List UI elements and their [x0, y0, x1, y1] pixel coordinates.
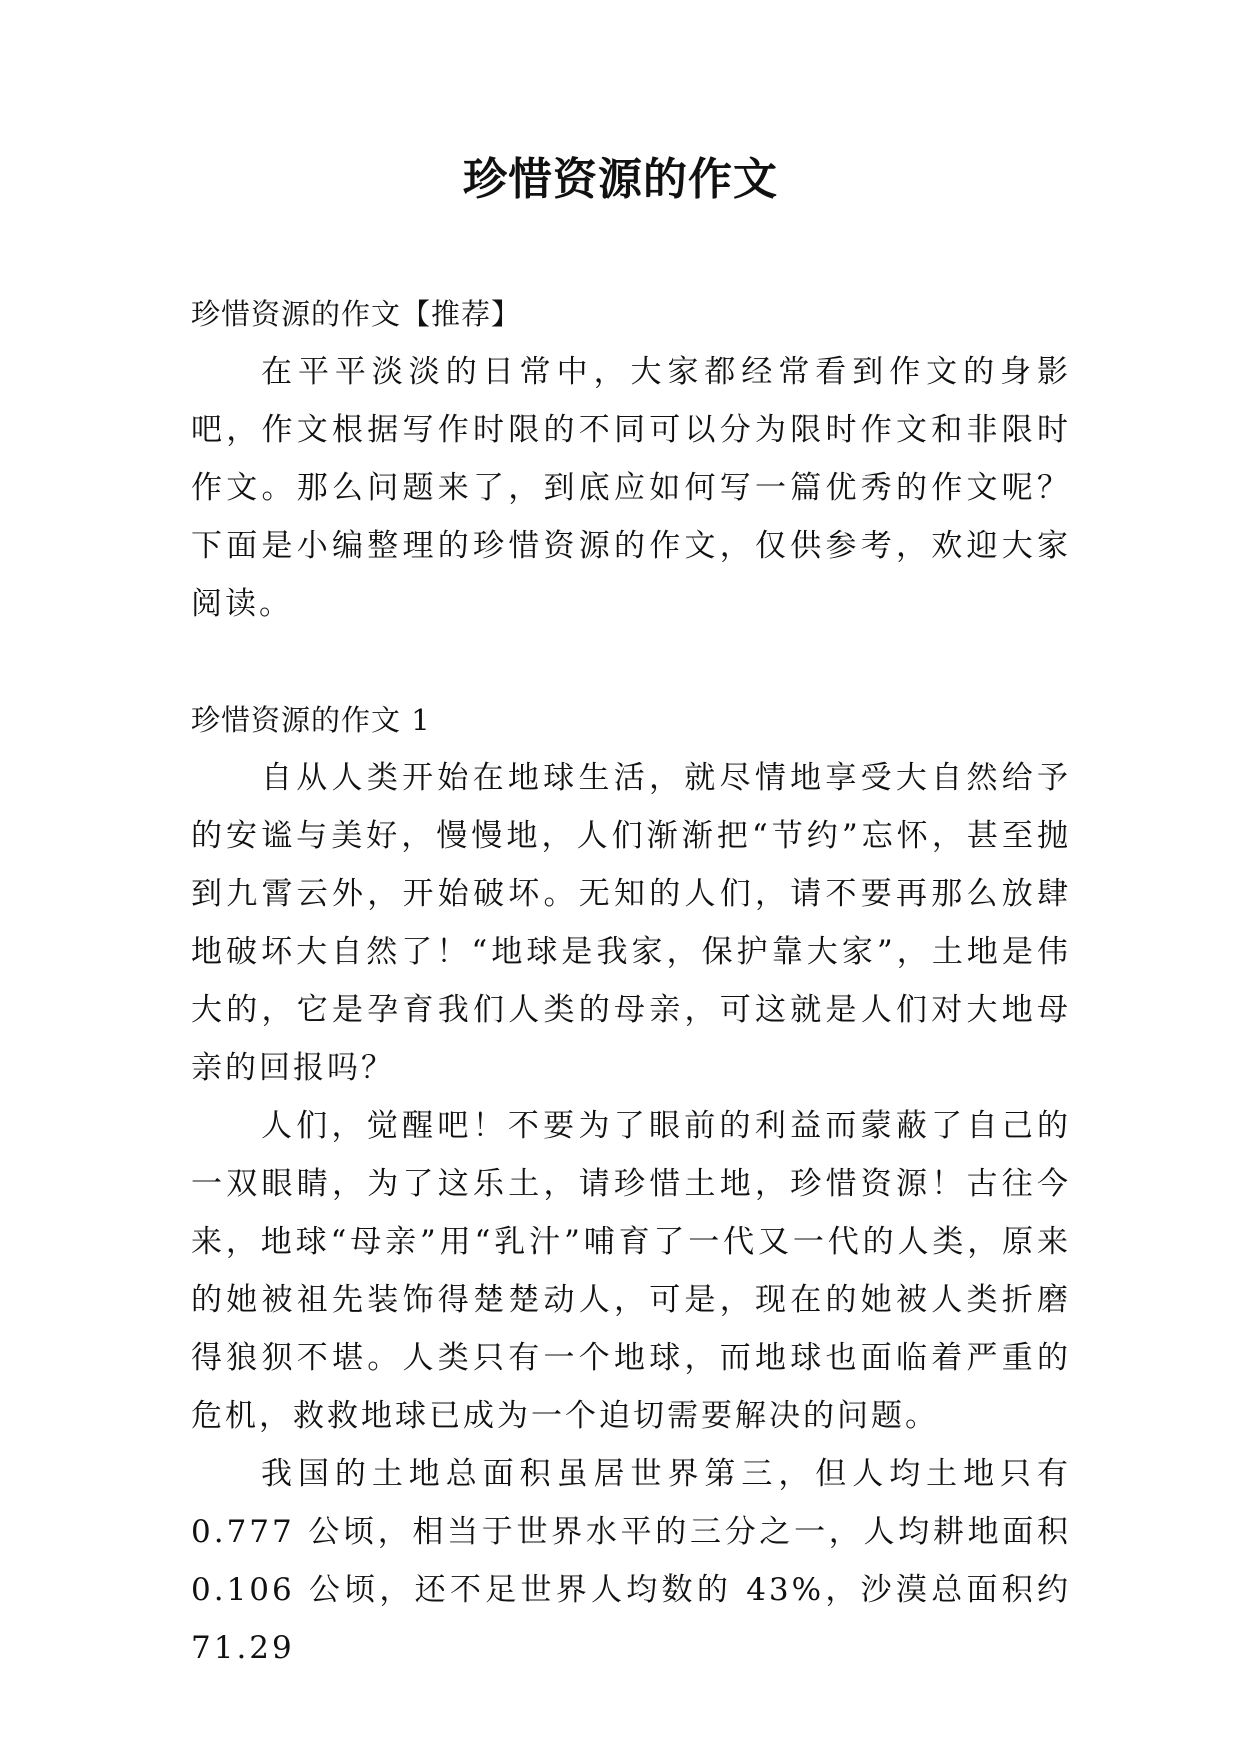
document-title: 珍惜资源的作文: [463, 154, 778, 205]
section-spacer: [191, 633, 1071, 691]
section1-paragraph-1: 自从人类开始在地球生活，就尽情地享受大自然给予的安谧与美好，慢慢地，人们渐渐把“节约”忘怀，甚至抛到九霄云外，开始破坏。无知的人们，请不要再那么放肆地破坏大自然了！“地球是我家，保护靠大家”，土地是伟大的，它是孕育我们人类的母亲，可这就是人们对大地母亲的回报吗？: [191, 760, 1071, 1086]
section1-paragraph-3: 我国的土地总面积虽居世界第三，但人均土地只有 0.777 公顷，相当于世界水平的三分之一，人均耕地面积 0.106 公顷，还不足世界人均数的 43%，沙漠总面积约 71.29: [191, 1456, 1071, 1666]
section1-heading: 珍惜资源的作文 1: [191, 703, 431, 737]
section1-paragraph-2: 人们，觉醒吧！不要为了眼前的利益而蒙蔽了自己的一双眼睛，为了这乐土，请珍惜土地，珍惜资源！古往今来，地球“母亲”用“乳汁”哺育了一代又一代的人类，原来的她被祖先装饰得楚楚动人，可是，现在的她被人类折磨得狼狈不堪。人类只有一个地球，而地球也面临着严重的危机，救救地球已成为一个迫切需要解决的问题。: [191, 1108, 1071, 1434]
intro-heading: 珍惜资源的作文【推荐】: [191, 297, 522, 331]
document-body: [191, 285, 1071, 1677]
intro-paragraph: 在平平淡淡的日常中，大家都经常看到作文的身影吧，作文根据写作时限的不同可以分为限时作文和非限时作文。那么问题来了，到底应如何写一篇优秀的作文呢？下面是小编整理的珍惜资源的作文，仅供参考，欢迎大家阅读。: [191, 354, 1071, 622]
